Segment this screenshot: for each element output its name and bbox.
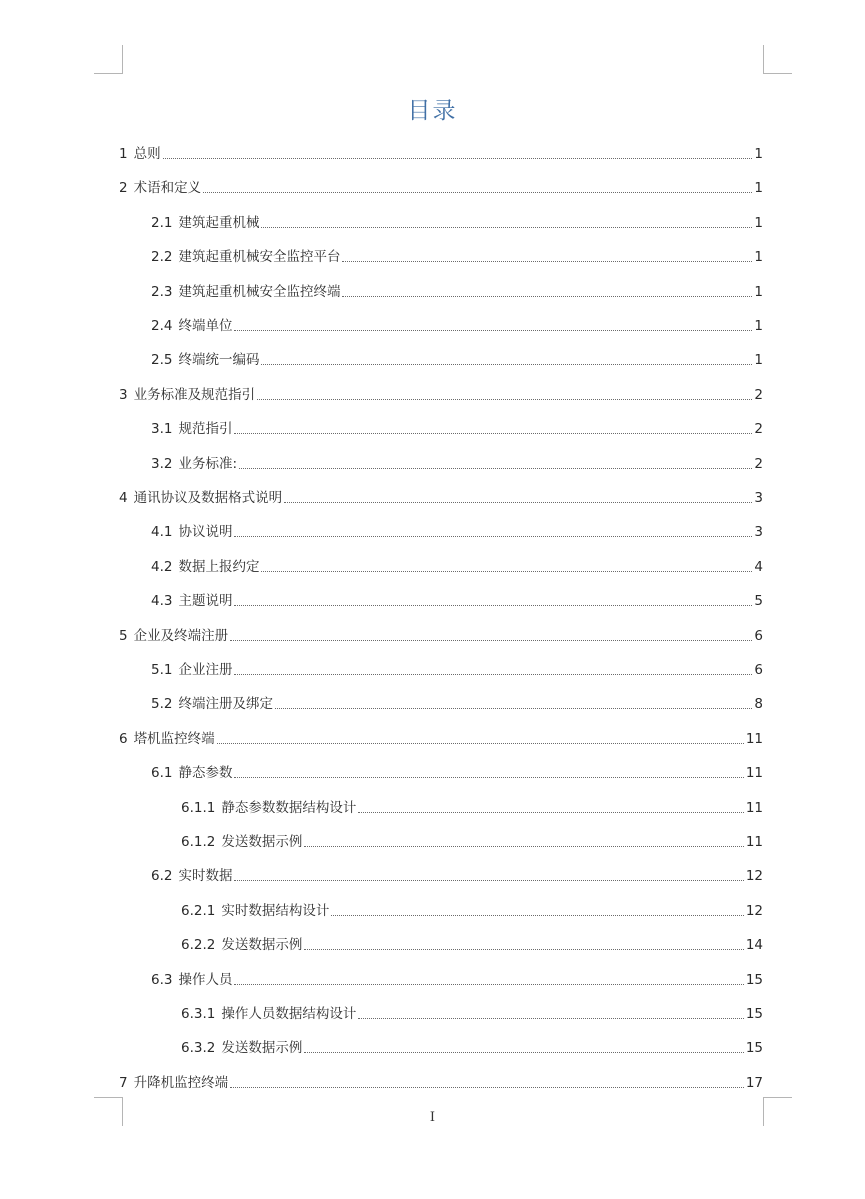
toc-entry-page: 11 [745,765,763,781]
toc-entry-number: 3.1 [151,421,173,437]
toc-dot-leader [257,398,752,400]
toc-entry[interactable] [151,693,763,713]
toc-dot-leader [239,467,752,469]
toc-entry-number: 4.1 [151,524,173,540]
toc-entry[interactable] [181,900,763,920]
toc-entry-title: 总则 [133,146,161,162]
toc-entry-title: 发送数据示例 [221,1040,303,1056]
toc-entry-number: 2 [119,180,128,196]
toc-entry[interactable] [151,556,763,576]
toc-dot-leader [230,1086,744,1088]
toc-entry-number: 6.2.2 [181,937,216,953]
toc-entry-title: 通讯协议及数据格式说明 [133,490,283,506]
toc-entry-page: 2 [754,421,763,437]
toc-dot-leader [304,845,743,847]
toc-entry[interactable] [119,487,763,507]
toc-entry-title: 操作人员数据结构设计 [221,1006,357,1022]
toc-dot-leader [230,639,752,641]
toc-dot-leader [358,811,743,813]
toc-dot-leader [304,948,743,950]
toc-entry-page: 15 [745,972,763,988]
toc-dot-leader [203,191,752,193]
toc-entry-title: 主题说明 [178,593,233,609]
toc-entry[interactable] [119,625,763,645]
toc-entry-title: 企业注册 [178,662,233,678]
toc-entry-page: 15 [745,1040,763,1056]
toc-dot-leader [342,260,752,262]
toc-entry-page: 3 [754,524,763,540]
toc-entry-page: 12 [745,903,763,919]
toc-entry-number: 2.1 [151,215,173,231]
crop-mark-top-right [763,45,792,74]
toc-entry-number: 6.3 [151,972,173,988]
toc-entry-number: 1 [119,146,128,162]
toc-entry-title: 业务标准及规范指引 [133,387,256,403]
toc-entry-number: 6.2 [151,868,173,884]
toc-entry-page: 2 [754,456,763,472]
toc-entry-page: 1 [754,284,763,300]
toc-entry-title: 规范指引 [178,421,233,437]
toc-entry-number: 6 [119,731,128,747]
toc-dot-leader [261,226,752,228]
toc-dot-leader [261,570,752,572]
toc-entry[interactable] [151,281,763,301]
toc-entry-title: 协议说明 [178,524,233,540]
toc-entry[interactable] [151,349,763,369]
toc-entry[interactable] [151,521,763,541]
toc-entry-number: 6.1.2 [181,834,216,850]
toc-entry-title: 建筑起重机械 [178,215,260,231]
toc-entry-page: 1 [754,180,763,196]
toc-entry-number: 2.4 [151,318,173,334]
toc-entry-number: 7 [119,1075,128,1091]
toc-dot-leader [217,742,744,744]
toc-entry-title: 发送数据示例 [221,834,303,850]
toc-entry-title: 终端统一编码 [178,352,260,368]
toc-dot-leader [234,535,752,537]
toc-entry-title: 术语和定义 [133,180,202,196]
toc-entry[interactable] [151,590,763,610]
toc-entry-number: 2.2 [151,249,173,265]
toc-entry-number: 3.2 [151,456,173,472]
toc-entry[interactable] [119,384,763,404]
toc-entry[interactable] [151,762,763,782]
toc-entry-title: 发送数据示例 [221,937,303,953]
toc-entry-number: 4.2 [151,559,173,575]
toc-entry-title: 终端注册及绑定 [178,696,273,712]
toc-entry-page: 12 [745,868,763,884]
toc-entry-page: 11 [745,731,763,747]
toc-dot-leader [284,501,752,503]
toc-entry-number: 5.1 [151,662,173,678]
toc-entry-page: 2 [754,387,763,403]
toc-dot-leader [234,329,752,331]
toc-entry[interactable] [151,865,763,885]
toc-entry[interactable] [151,418,763,438]
toc-dot-leader [331,914,743,916]
crop-mark-top-left [94,45,123,74]
toc-entry-title: 建筑起重机械安全监控平台 [178,249,341,265]
toc-entry-title: 企业及终端注册 [133,628,229,644]
toc-dot-leader [234,879,743,881]
toc-entry-title: 建筑起重机械安全监控终端 [178,284,341,300]
toc-entry-page: 3 [754,490,763,506]
toc-entry[interactable] [119,1072,763,1092]
toc-entry-number: 6.3.2 [181,1040,216,1056]
toc-entry-page: 11 [745,800,763,816]
toc-entry-page: 1 [754,352,763,368]
toc-entry-page: 1 [754,215,763,231]
toc-entry-number: 6.1.1 [181,800,216,816]
toc-dot-leader [358,1017,743,1019]
toc-entry-number: 5 [119,628,128,644]
toc-entry[interactable] [151,453,763,473]
toc-entry[interactable] [151,969,763,989]
toc-dot-leader [304,1051,743,1053]
page-number: I [429,1110,436,1125]
toc-entry-page: 17 [745,1075,763,1091]
toc-dot-leader [234,983,743,985]
toc-title: 目录 [407,98,458,124]
toc-entry-page: 4 [754,559,763,575]
toc-entry-number: 4 [119,490,128,506]
toc-entry-title: 升降机监控终端 [133,1075,229,1091]
toc-entry-number: 5.2 [151,696,173,712]
toc-entry-number: 6.2.1 [181,903,216,919]
toc-entry[interactable] [119,143,763,163]
toc-entry-title: 终端单位 [178,318,233,334]
toc-entry[interactable] [151,212,763,232]
toc-entry[interactable] [181,1037,763,1057]
toc-entry-title: 静态参数数据结构设计 [221,800,357,816]
toc-entry[interactable] [119,177,763,197]
toc-entry-title: 静态参数 [178,765,233,781]
toc-entry-page: 1 [754,318,763,334]
toc-entry-title: 数据上报约定 [178,559,260,575]
toc-entry-page: 6 [754,628,763,644]
toc-entry-page: 15 [745,1006,763,1022]
toc-entry[interactable] [181,934,763,954]
toc-entry-page: 5 [754,593,763,609]
toc-entry-page: 8 [754,696,763,712]
toc-dot-leader [234,776,743,778]
toc-dot-leader [342,295,752,297]
toc-dot-leader [234,673,752,675]
toc-entry-page: 14 [745,937,763,953]
toc-entry[interactable] [181,797,763,817]
toc-entry[interactable] [181,831,763,851]
toc-entry[interactable] [151,246,763,266]
toc-dot-leader [234,604,752,606]
toc-entry[interactable] [181,1003,763,1023]
toc-entry-number: 2.3 [151,284,173,300]
toc-dot-leader [234,432,752,434]
toc-entry-title: 业务标准: [178,456,238,472]
toc-entry-number: 6.1 [151,765,173,781]
toc-entry-title: 实时数据结构设计 [221,903,330,919]
toc-entry-title: 塔机监控终端 [133,731,215,747]
toc-entry-number: 2.5 [151,352,173,368]
toc-entry-page: 1 [754,249,763,265]
toc-entry-page: 6 [754,662,763,678]
toc-dot-leader [163,157,753,159]
toc-dot-leader [261,363,752,365]
toc-entry[interactable] [151,315,763,335]
toc-entry-title: 操作人员 [178,972,233,988]
toc-dot-leader [275,707,752,709]
toc-entry-page: 1 [754,146,763,162]
toc-entry[interactable] [151,659,763,679]
toc-entry[interactable] [119,728,763,748]
toc-entry-page: 11 [745,834,763,850]
toc-entry-number: 6.3.1 [181,1006,216,1022]
toc-entry-number: 4.3 [151,593,173,609]
toc-entry-title: 实时数据 [178,868,233,884]
toc-entry-number: 3 [119,387,128,403]
